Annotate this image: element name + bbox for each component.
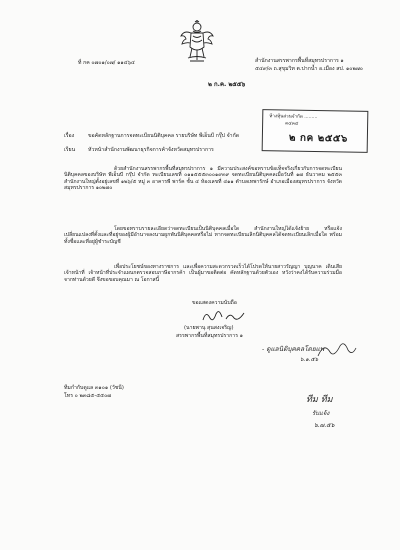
signature-image: [200, 308, 250, 324]
footer-phone: โทร ๐ ๒๓๘๕-๕๕๐๗: [64, 393, 112, 399]
garuda-emblem-icon: [180, 20, 214, 62]
body-paragraph-3: เพื่อประโยชน์ของทางราชการ และเพื่อความสะดวกรวดเร็วได้โปรดให้นายสาวรัญญา บุญนาค เดินเสียเจ้าหน้าที่ เจ้าหน้าที่ประจำแผนกตรวจสอบภาษีอากรค้า เป็นผู้มาขอติดต่อ คัดหลักฐานด้วยตัวเอง หวังว่าคงได้รับความร่วมมือจากท่านด้วยดี จึงขอขอบคุณมา ณ โอกาสนี้: [64, 264, 342, 283]
signer-title: สรรพากรพื้นที่สมุทรปราการ ๑: [176, 333, 243, 339]
closing-regards: ขอแสดงความนับถือ: [192, 300, 237, 306]
handwritten-note-2-line2: รับแจ้ง: [312, 410, 330, 417]
handwritten-note-2-date: ๖.๗.๕๖: [314, 422, 335, 429]
recipient-label: เรียน: [64, 147, 76, 153]
handwritten-note-1: - ดูแลนิติบุคคลโดยแพ: [262, 345, 325, 353]
stamp-line1: ห้างหุ้นส่วนจำกัด .........: [269, 114, 318, 121]
letter-date: ๒ ก.ค. ๒๕๕๖: [208, 81, 246, 88]
handwritten-note-1-date: ๖.๑.๕๖: [300, 357, 319, 363]
handwritten-note-2-line1: ทีม ทีม: [306, 395, 333, 405]
stamp-number: ๓๔๓๔: [285, 121, 299, 127]
subject-label: เรื่อง: [64, 133, 75, 139]
handwritten-signature-1: [314, 338, 360, 362]
footer-division: ทีมกำกับดูแล ๓๑๐๑ (วัชนี): [64, 385, 124, 391]
received-stamp: [262, 109, 369, 153]
body-paragraph-2: โดยขอทราบรายละเอียดว่าจดทะเบียนเป็นนิติบุคคลเมื่อใด สำนักงานใหญ่ได้แจ้งย้าย หรือแจ้งเปลี่ยนแปลงที่ตั้งและที่อยู่ของผู้มีอำนาจลงนามผูกพันนิติบุคคลหรือไม่ หากจดทะเบียนเลิกนิติบุคคลได้จดทะเบียนเลิกเมื่อใด พร้อมทั้งชื่อและที่อยู่ผู้ชำระบัญชี: [64, 226, 342, 245]
subject-text: ขอคัดหลักฐานการจดทะเบียนนิติบุคคล รายบริษัท พีเอ็นบี กรุ๊ป จำกัด: [88, 133, 240, 139]
stamp-date: ๒ กค ๒๕๕๖: [288, 132, 348, 145]
body-paragraph-1: ด้วยสำนักงานสรรพากรพื้นที่สมุทรปราการ ๑ มีความประสงค์ขอทราบข้อเท็จจริงเกี่ยวกับการจดทะเบียนนิติบุคคลของบริษัท พีเอ็นบี กรุ๊ป จำกัด ทะเบียนเลขที่ ๐๑๑๕๕๕๓๐๐๑๙๓๙ จดทะเบียนนิติบุคคลเมื่อวันที่ ๑๗ ธันวาคม ๒๕๕๓ สำนักงานใหญ่ตั้งอยู่เลขที่ ๑๒๖/๕ หมู่ ๓ อาคารพี พาร์ค ชั้น ๔ ห้องเลขที่ ๔๑๑ ตำบลเทพารักษ์ อำเภอเมืองสมุทรปราการ จังหวัดสมุทรปราการ ๑๐๒๗๐: [64, 166, 342, 192]
recipient-text: หัวหน้าสำนักงานพัฒนาธุรกิจการค้าจังหวัดสมุทรปราการ: [88, 147, 214, 153]
office-address: ๕๔๙/๓ ถ.สุขุมวิท ต.ปากน้ำ อ.เมือง สป. ๑๐๒๗๐: [255, 66, 363, 72]
office-name: สำนักงานสรรพากรพื้นที่สมุทรปราการ ๑: [255, 58, 344, 64]
signer-name: (นายพานุ สุนสงเจริญ): [184, 325, 234, 331]
doc-number: ที่ กค ๐๗๐๑/๐๗/ ๑๑๔๖๔: [78, 60, 135, 66]
